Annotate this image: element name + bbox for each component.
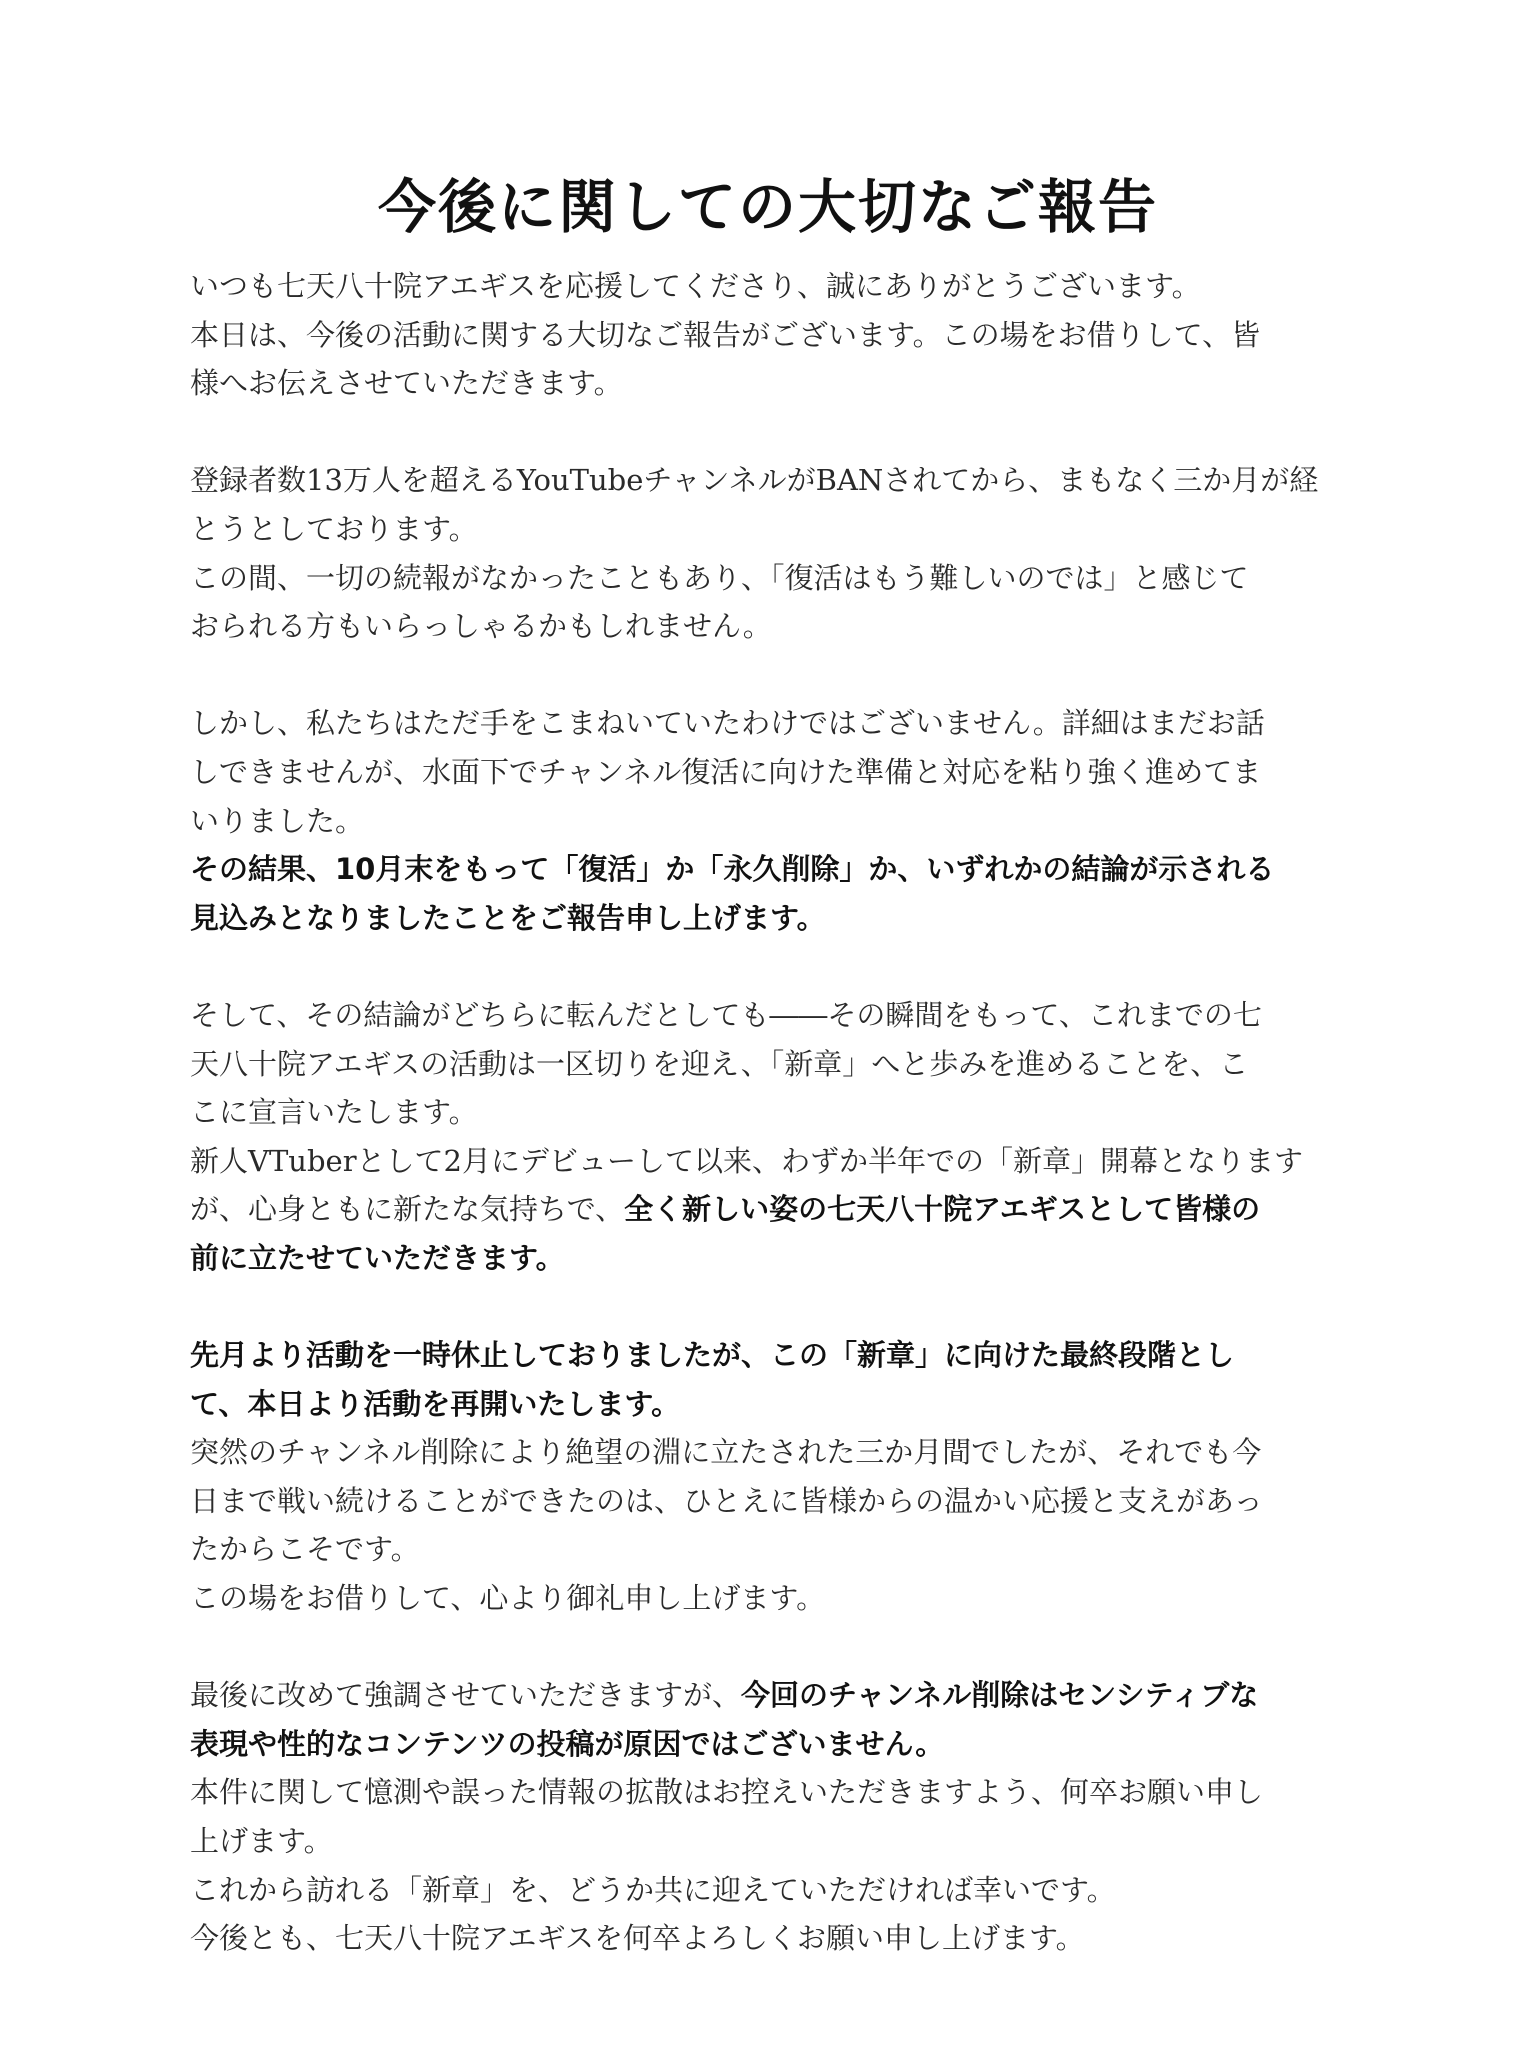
emphasized-text: 表現や性的なコンテンツの投稿が原因ではございません。 <box>190 1726 945 1761</box>
body-text: こに宣言いたします。 <box>190 1095 478 1130</box>
emphasized-text: 前に立たせていただきます。 <box>190 1240 565 1275</box>
body-text: これから訪れる「新章」を、どうか共に迎えていただければ幸いです。 <box>190 1872 1116 1907</box>
text-line <box>190 1866 1370 1915</box>
emphasized-text: 見込みとなりましたことをご報告申し上げます。 <box>190 900 826 935</box>
text-line <box>190 1720 1370 1769</box>
body-text: そして、その結論がどちらに転んだとしても――その瞬間をもって、これまでの七 <box>190 997 1262 1032</box>
emphasized-text: その結果、10月末をもって「復活」か「永久削除」か、いずれかの結論が示される <box>190 852 1275 887</box>
body-text: 上げます。 <box>190 1824 333 1858</box>
emphasized-text: 先月より活動を一時休止しておりましたが、この「新章」に向けた最終段階とし <box>190 1338 1235 1373</box>
text-line <box>190 1040 1370 1089</box>
text-line <box>190 456 1370 505</box>
text-line <box>190 554 1370 603</box>
body-text: 天八十院アエギスの活動は一区切りを迎え、「新章」へと歩みを進めることを、こ <box>190 1046 1249 1081</box>
body-text: いつも七天八十院アエギスを応援してくださり、誠にありがとうございます。 <box>190 269 1201 303</box>
text-line <box>190 1185 1370 1234</box>
body-text: 新人VTuberとして2月にデビューして以来、わずか半年での「新章」開幕となります <box>190 1143 1304 1178</box>
body-text: 突然のチャンネル削除により絶望の淵に立たされた三か月間でしたが、それでも今 <box>190 1435 1262 1470</box>
text-line <box>190 894 1370 943</box>
text-line <box>190 699 1370 748</box>
body-text: この間、一切の続報がなかったこともあり、「復活はもう難しいのでは」と感じて <box>190 560 1249 595</box>
text-line <box>190 1088 1370 1137</box>
body-text: 本件に関して憶測や誤った情報の拡散はお控えいただきますよう、何卒お願い申し <box>190 1775 1264 1810</box>
body-text: いりました。 <box>190 803 365 838</box>
body-text: おられる方もいらっしゃるかもしれません。 <box>190 609 772 644</box>
text-line <box>190 1574 1370 1623</box>
text-line <box>190 1525 1370 1574</box>
text-line <box>190 748 1370 797</box>
text-line <box>190 991 1370 1040</box>
document-title: 今後に関しての大切なご報告 <box>377 172 1158 241</box>
text-line <box>190 1477 1370 1526</box>
text-line <box>190 1817 1370 1866</box>
paragraph <box>190 262 1370 408</box>
emphasized-text: 今回のチャンネル削除はセンシティブな <box>741 1678 1259 1713</box>
body-text: 登録者数13万人を超えるYouTubeチャンネルがBANされてから、まもなく三か月が経 <box>190 463 1319 498</box>
body-text: 本日は、今後の活動に関する大切なご報告がございます。この場をお借りして、皆 <box>190 317 1261 352</box>
text-line <box>190 1331 1370 1380</box>
text-line <box>190 1914 1370 1963</box>
paragraph <box>190 456 1370 650</box>
emphasized-text: て、本日より活動を再開いたします。 <box>190 1386 681 1421</box>
body-text: しできませんが、水面下でチャンネル復活に向けた準備と対応を粘り強く進めてま <box>190 754 1262 789</box>
text-line <box>190 797 1370 846</box>
body-text: 日まで戦い続けることができたのは、ひとえに皆様からの温かい応援と支えがあっ <box>190 1483 1263 1518</box>
text-line <box>190 1768 1370 1817</box>
text-line <box>190 602 1370 651</box>
paragraph <box>190 1331 1370 1623</box>
emphasized-text: 全く新しい姿の七天八十院アエギスとして皆様の <box>624 1192 1261 1227</box>
paragraph <box>190 991 1370 1283</box>
body-text: 最後に改めて強調させていただきますが、 <box>190 1678 742 1713</box>
body-text: 今後とも、七天八十院アエギスを何卒よろしくお願い申し上げます。 <box>190 1921 1085 1956</box>
text-line <box>190 311 1370 360</box>
text-line <box>190 1380 1370 1429</box>
text-line <box>190 359 1370 408</box>
body-text: しかし、私たちはただ手をこまねいていたわけではございません。詳細はまだお話 <box>190 706 1265 741</box>
body-text: たからこそです。 <box>190 1532 420 1567</box>
text-line <box>190 1428 1370 1477</box>
text-line <box>190 1137 1370 1186</box>
text-line <box>190 845 1370 894</box>
paragraph <box>190 699 1370 942</box>
text-line <box>190 1671 1370 1720</box>
text-line <box>190 1234 1370 1283</box>
document-body <box>190 262 1370 2011</box>
body-text: が、心身ともに新たな気持ちで、 <box>190 1192 625 1227</box>
body-text: とうとしております。 <box>190 511 478 546</box>
body-text: 様へお伝えさせていただきます。 <box>190 366 623 401</box>
text-line <box>190 505 1370 554</box>
body-text: この場をお借りして、心より御礼申し上げます。 <box>190 1581 826 1616</box>
paragraph <box>190 1671 1370 1963</box>
text-line <box>190 262 1370 311</box>
